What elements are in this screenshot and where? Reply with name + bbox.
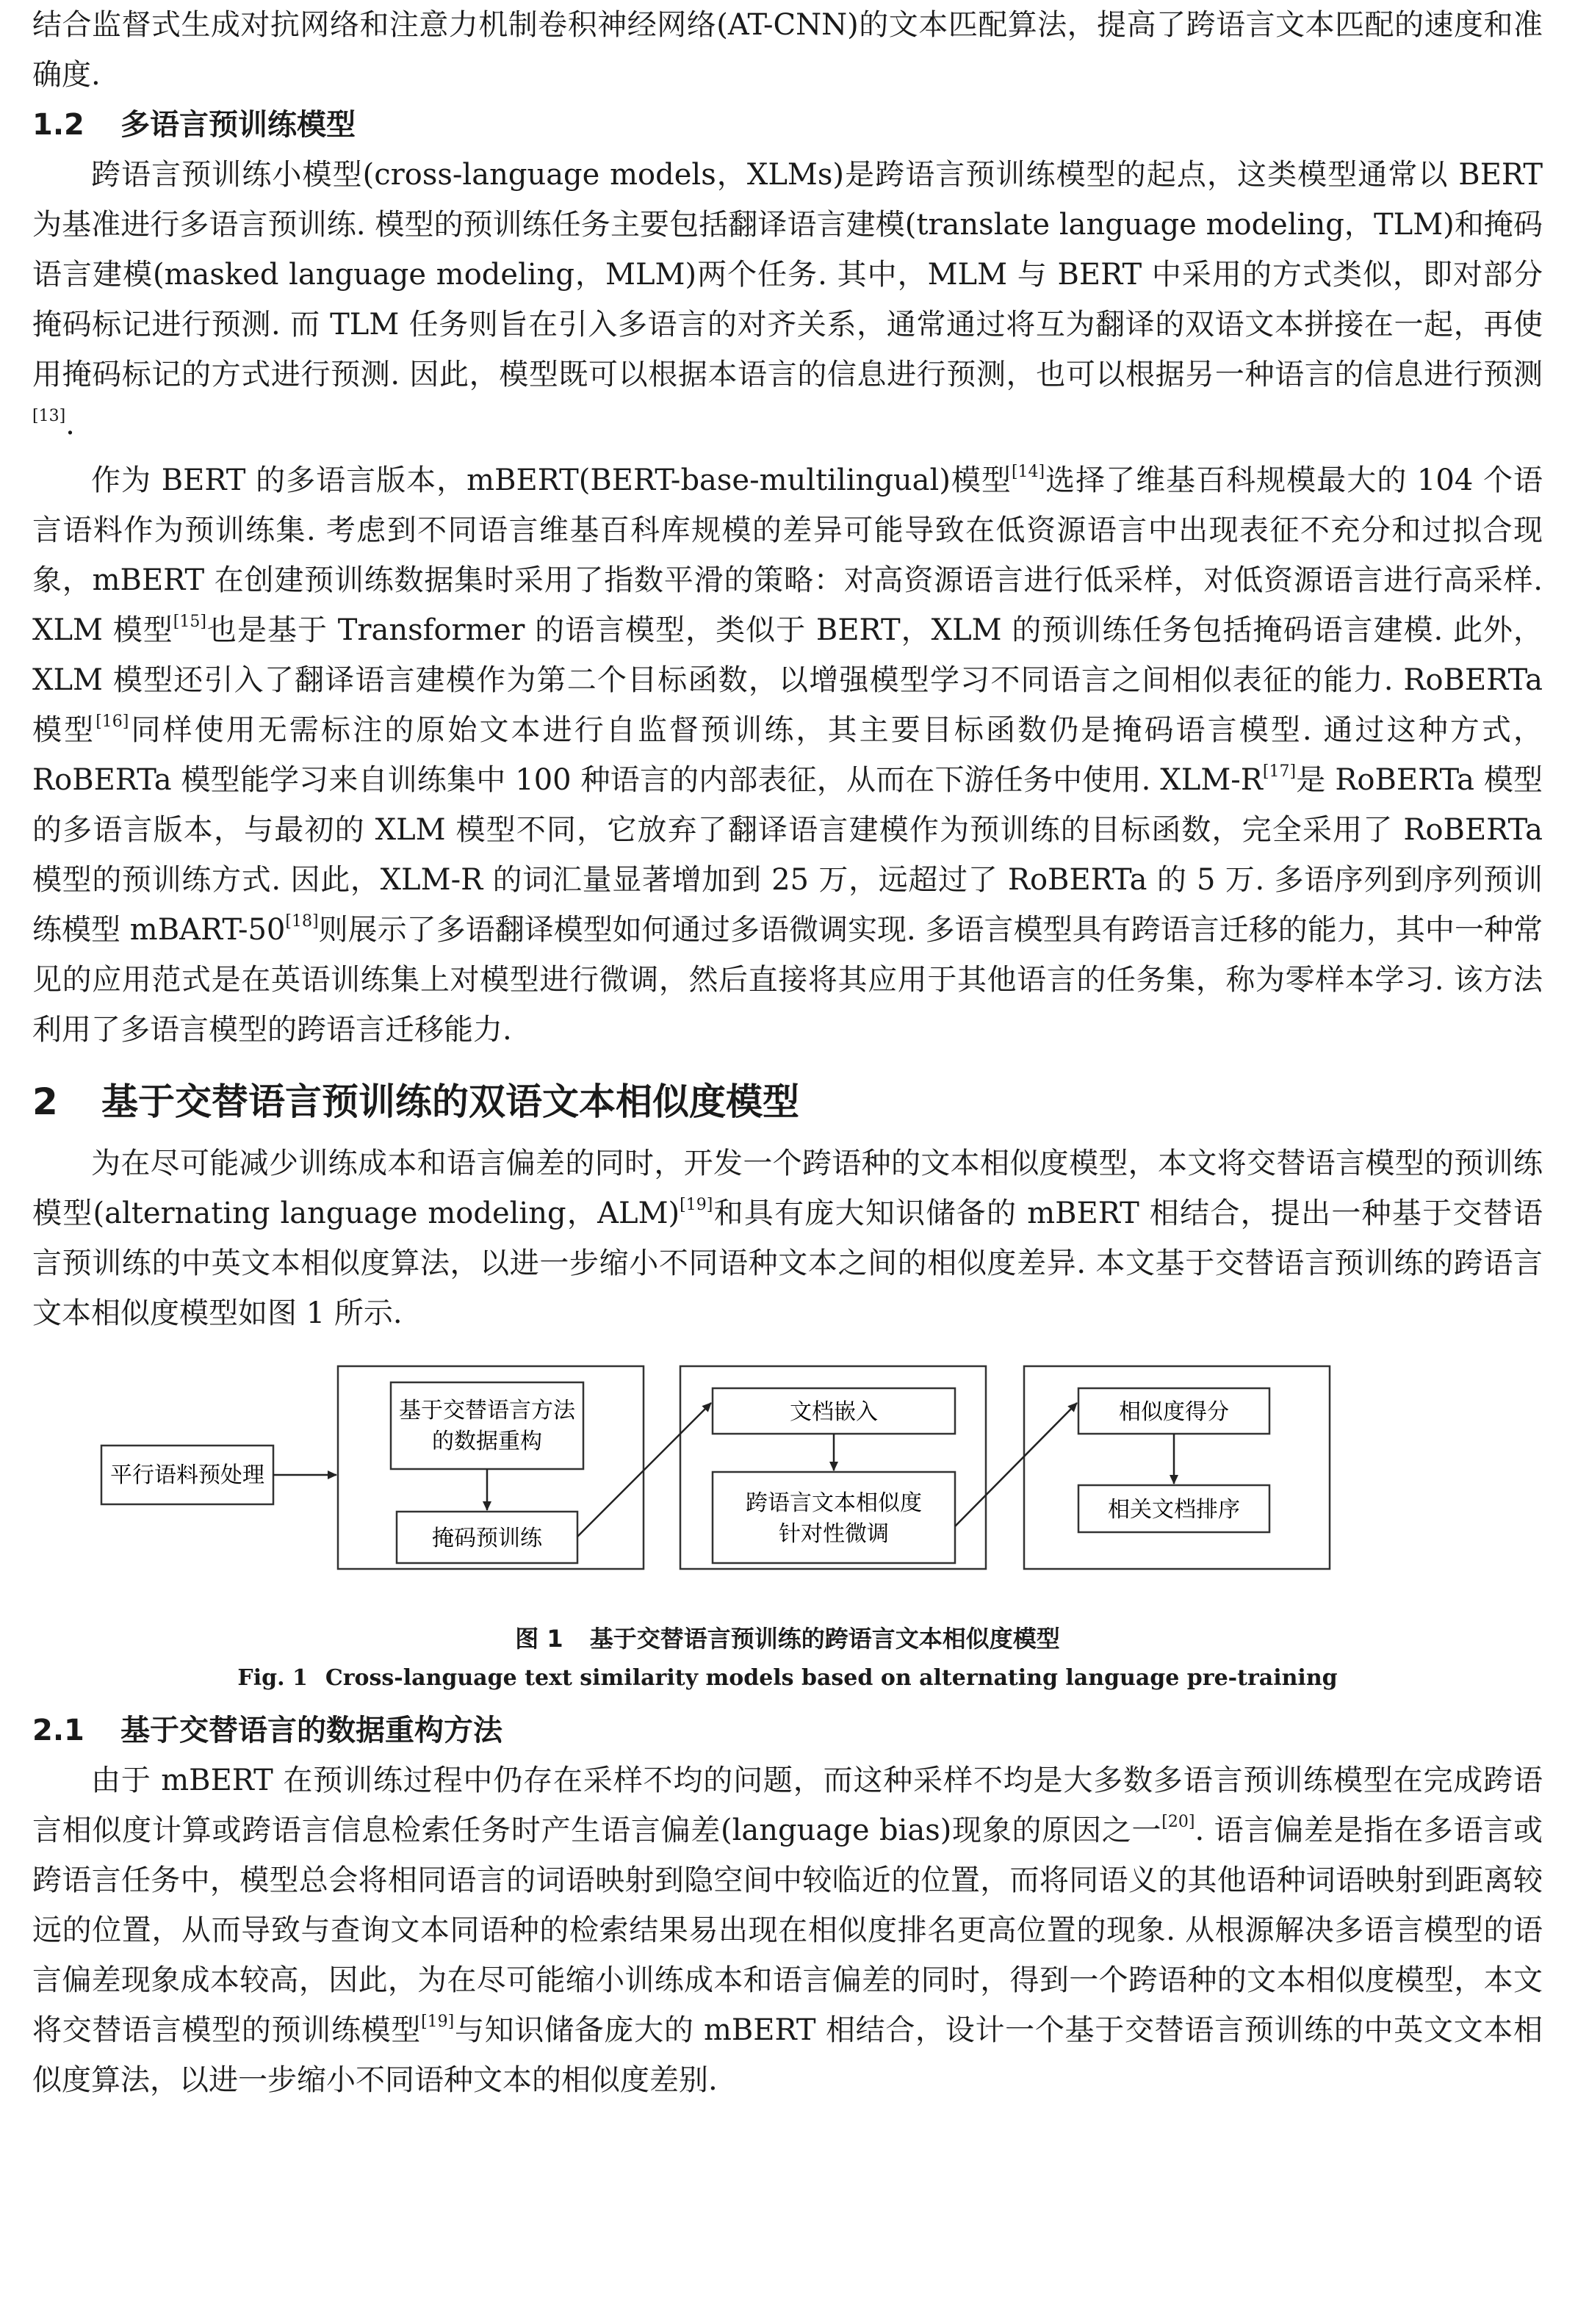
- citation[interactable]: [16]: [96, 712, 129, 731]
- label-masked-pretrain: 掩码预训练: [432, 1526, 542, 1551]
- label-embedding: 文档嵌入: [790, 1399, 878, 1425]
- figure-title-cn: 基于交替语言预训练的跨语言文本相似度模型: [589, 1625, 1060, 1653]
- section-number: 2: [32, 1080, 58, 1123]
- label-reconstruct-line1: 基于交替语言方法: [399, 1398, 575, 1423]
- figure-caption-en: [32, 1660, 1543, 1697]
- paragraph-mbert: 作为 BERT 的多语言版本，mBERT(BERT-base-multilingual)模型[14]选择了维基百科规模最大的 104 个语言语料作为预训练集. 考虑到不同语言维基百科库规模的差异可能导致在低资源语言中出现表征不充分和过拟合现象，mBERT 在创建预训练数据集时采用了指数平滑的策略：对高资源语言进行低采样，对低资源语言进行高采样. XLM 模型[15]也是基于 Transformer 的语言模型，类似于 BERT，XLM 的预训练任务包括掩码语言建模. 此外，XLM 模型还引入了翻译语言建模作为第二个目标函数，以增强模型学习不同语言之间相似表征的能力. RoBERTa 模型[16]同样使用无需标注的原始文本进行自监督预训练，其主要目标函数仍是掩码语言模型. 通过这种方式，RoBERTa 模型能学习来自训练集中 100 种语言的内部表征，从而在下游任务中使用. XLM-R[17]是 RoBERTa 模型的多语言版本，与最初的 XLM 模型不同，它放弃了翻译语言建模作为预训练的目标函数，完全采用了 RoBERTa 模型的预训练方式. 因此，XLM-R 的词汇量显著增加到 25 万，远超过了 RoBERTa 的 5 万. 多语序列到序列预训练模型 mBART-50[18]则展示了多语翻译模型如何通过多语微调实现. 多语言模型具有跨语言迁移的能力，其中一种常见的应用范式是在英语训练集上对模型进行微调，然后直接将其应用于其他语言的任务集，称为零样本学习. 该方法利用了多语言模型的跨语言迁移能力.: [32, 463, 1543, 1047]
- node-finetune: [713, 1472, 955, 1563]
- figure-label-cn: 图 1: [515, 1625, 563, 1653]
- citation[interactable]: [19]: [680, 1196, 713, 1214]
- citation[interactable]: [17]: [1262, 762, 1297, 781]
- label-ranking: 相关文档排序: [1108, 1497, 1240, 1523]
- citation[interactable]: [19]: [421, 2013, 455, 2031]
- section-title: 基于交替语言的数据重构方法: [120, 1714, 502, 1747]
- label-similarity-score: 相似度得分: [1119, 1399, 1229, 1425]
- section-heading-2: [32, 1065, 1543, 1138]
- citation[interactable]: [14]: [1011, 463, 1045, 481]
- paragraph-xlm-intro: 跨语言预训练小模型(cross-language models，XLMs)是跨语言预训练模型的起点，这类模型通常以 BERT 为基准进行多语言预训练. 模型的预训练任务主要包括翻译语言建模(translate language modeling，TLM)和掩码语言建模(masked language modeling，MLM)两个任务. 其中，MLM 与 BERT 中采用的方式类似，即对部分掩码标记进行预测. 而 TLM 任务则旨在引入多语言的对齐关系，通常通过将互为翻译的双语文本拼接在一起，再使用掩码标记的方式进行预测. 因此，模型既可以根据本语言的信息进行预测，也可以根据另一种语言的信息进行预测[13].: [32, 158, 1543, 441]
- section-title: 多语言预训练模型: [120, 108, 356, 142]
- paper-page: [32, 0, 1543, 2105]
- citation[interactable]: [18]: [285, 912, 319, 931]
- figure-title-en: Cross-language text similarity models based on alternating language pre-training: [325, 1665, 1338, 1691]
- arrow-finetune-to-score: [955, 1403, 1077, 1526]
- section-heading-1-2: [32, 100, 1543, 150]
- citation[interactable]: [13]: [32, 407, 66, 425]
- flow-diagram: [32, 1357, 1543, 1614]
- paragraph-language-bias: 由于 mBERT 在预训练过程中仍存在采样不均的问题，而这种采样不均是大多数多语言预训练模型在完成跨语言相似度计算或跨语言信息检索任务时产生语言偏差(language bias)现象的原因之一[20]. 语言偏差是指在多语言或跨语言任务中，模型总会将相同语言的词语映射到隐空间中较临近的位置，而将同语义的其他语种词语映射到距离较远的位置，从而导致与查询文本同语种的检索结果易出现在相似度排名更高位置的现象. 从根源解决多语言模型的语言偏差现象成本较高，因此，为在尽可能缩小训练成本和语言偏差的同时，得到一个跨语种的文本相似度模型，本文将交替语言模型的预训练模型[19]与知识储备庞大的 mBERT 相结合，设计一个基于交替语言预训练的中英文文本相似度算法，以进一步缩小不同语种文本的相似度差别.: [32, 1764, 1543, 2097]
- citation[interactable]: [20]: [1161, 1813, 1195, 1831]
- section-heading-2-1: [32, 1706, 1543, 1755]
- figure-label-en: Fig. 1: [237, 1665, 308, 1691]
- section-number: 1.2: [32, 108, 84, 142]
- citation[interactable]: [15]: [173, 613, 206, 631]
- section-title: 基于交替语言预训练的双语文本相似度模型: [101, 1080, 799, 1123]
- figure-caption-cn: [32, 1622, 1543, 1656]
- section-number: 2.1: [32, 1714, 84, 1747]
- label-reconstruct-line2: 的数据重构: [432, 1429, 542, 1454]
- label-finetune-line2: 针对性微调: [779, 1521, 889, 1547]
- continuation-paragraph: 结合监督式生成对抗网络和注意力机制卷积神经网络(AT-CNN)的文本匹配算法，提高了跨语言文本匹配的速度和准确度.: [32, 8, 1543, 92]
- label-finetune-line1: 跨语言文本相似度: [746, 1490, 922, 1516]
- label-preprocess: 平行语料预处理: [110, 1462, 264, 1488]
- figure-1-diagram: [32, 1357, 1543, 1614]
- node-reconstruct: [391, 1382, 583, 1469]
- paragraph-alm: 为在尽可能减少训练成本和语言偏差的同时，开发一个跨语种的文本相似度模型，本文将交替语言模型的预训练模型(alternating language modeling，ALM)[19]和具有庞大知识储备的 mBERT 相结合，提出一种基于交替语言预训练的中英文本相似度算法，以进一步缩小不同语种文本之间的相似度差异. 本文基于交替语言预训练的跨语言文本相似度模型如图 1 所示.: [32, 1147, 1543, 1330]
